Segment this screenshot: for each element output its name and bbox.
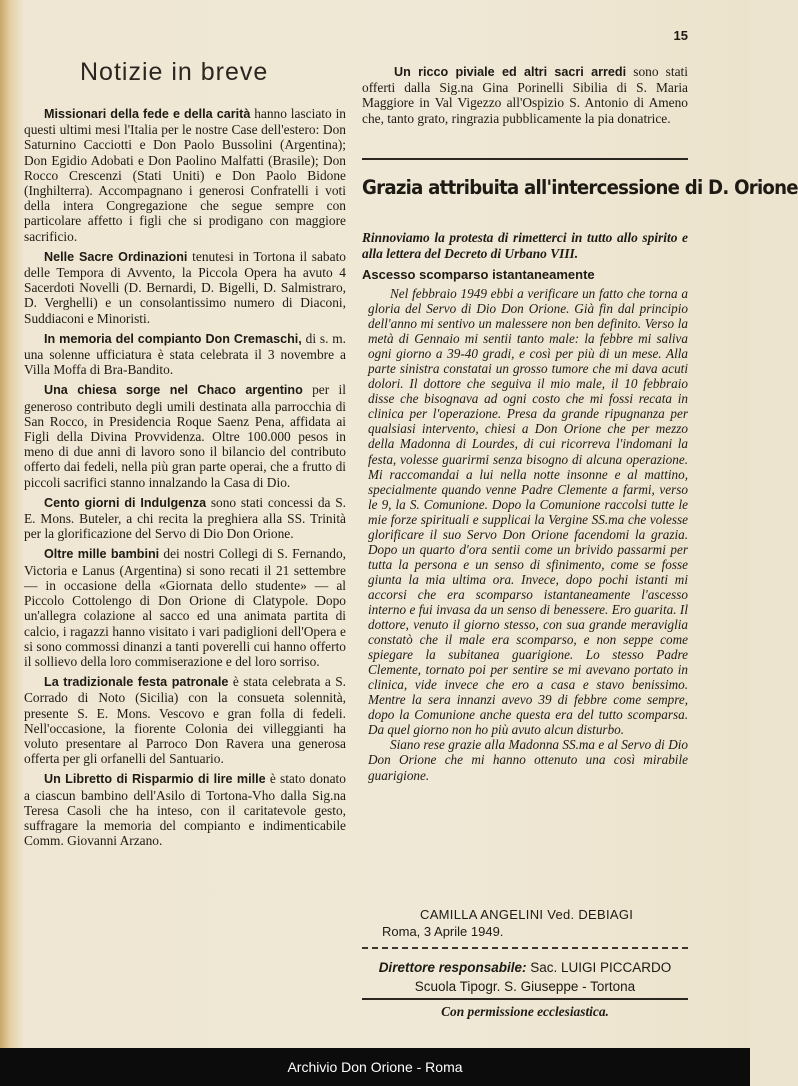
news-item-text: tenutesi in Tortona il sabato delle Tempora di Avvento, la Piccola Opera ha avuto 4 Sacerdoti Novelli (D. Bernardi, D. Bigelli, D. Salmistraro, D. Verghelli) e un consolantissimo numero di Diaconi, Suddiaconi e Minoristi. [24, 248, 346, 326]
news-item-lead: Missionari della fede e della carità [44, 107, 251, 121]
testimony-date: Roma, 3 Aprile 1949. [382, 924, 504, 939]
page-number: 15 [673, 28, 688, 43]
news-item [24, 546, 346, 669]
ecclesiastical-approval: Con permissione ecclesiastica. [441, 1004, 609, 1019]
donation-lead: Un ricco piviale ed altri sacri arredi [394, 65, 627, 79]
news-item-lead: Oltre mille bambini [44, 547, 160, 562]
testimony-subheading: Ascesso scomparso istantaneamente [362, 267, 595, 282]
divider [362, 998, 688, 1000]
news-item [24, 331, 346, 378]
donation-text: sono stati offerti dalla Sig.na Gina Porinelli Sibilia di S. Maria Maggiore in Val Vigezzo all'Ospizio S. Antonio di Ameno che, tanto grato, ringrazia pubblicamente la pia donatrice. [362, 64, 688, 126]
news-item [24, 106, 346, 244]
news-item-lead: Un Libretto di Risparmio di lire mille [44, 772, 266, 787]
news-item-text: per il generoso contributo degli umili destinata alla parrocchia di San Rocco, in Presidencia Roque Saenz Pena, affidata ai Figli della Divina Provvidenza. Oltre 100.000 pesos in meno di due anni di lavoro sono il bilancio del contributo offerto dai fedeli, nella più gran parte operai, che a frutto di piccoli sacrifici stanno innalzando la Casa di Dio. [24, 382, 346, 490]
news-item-lead: Cento giorni di Indulgenza [44, 495, 207, 510]
news-item-text: sono stati concessi da S. E. Mons. Buteler, a chi recita la preghiera alla SS. Trinità per la glorificazione del Servo di Dio Don Orione. [24, 494, 346, 542]
news-item-text: è stato donato a ciascun bambino dell'Asilo di Tortona-Vho dalla Sig.na Teresa Casoli che ha inteso, con il caritatevole gesto, suffragare la memoria del compianto e indimenticabile Comm. Giovanni Arzano. [24, 771, 346, 849]
donation-note [362, 64, 688, 126]
director-label: Direttore responsabile: [378, 960, 527, 975]
news-item-lead: Nelle Sacre Ordinazioni [44, 249, 188, 264]
news-item-text: dei nostri Collegi di S. Fernando, Victoria e Lanus (Argentina) si sono recati il 21 settembre — in occasione della «Giornata dello studente» — al Piccolo Cottolengo di Don Orione di Clatypole. Dopo un'allegra colazione al sacco ed una animata partita di calcio, i ragazzi hanno visitato i vari padiglioni dell'Opera e si sono commossi dinanzi a tanti poverelli cui hanno offerto il sollievo della loro commiserazione e del loro sorriso. [24, 546, 346, 669]
news-item-text: è stata celebrata a S. Corrado di Noto (Sicilia) con la consueta solennità, presente S. E. Mons. Vescovo e gran folla di fedeli. Nell'occasione, la fiorente Colonia dei villeggianti ha voluto presentare al Parroco Don Ravera una generosa offerta per gli orfanelli del Santuario. [24, 674, 346, 767]
news-briefs [24, 106, 346, 853]
news-item [24, 674, 346, 766]
director-name: Sac. LUIGI PICCARDO [530, 960, 672, 975]
news-item [24, 495, 346, 542]
colophon [362, 958, 688, 996]
testimony-signature: CAMILLA ANGELINI Ved. DEBIAGI [420, 907, 634, 922]
news-item-lead: La tradizionale festa patronale [44, 675, 229, 690]
dashed-divider [362, 947, 688, 949]
printer-line: Scuola Tipogr. S. Giuseppe - Tortona [414, 979, 636, 994]
testimony-body [368, 286, 688, 783]
news-item-lead: In memoria del compianto Don Cremaschi, [44, 331, 302, 346]
grace-article-title: Grazia attribuita all'intercessione di D. Orione [362, 176, 798, 199]
news-item-text: di s. m. una solenne ufficiatura è stata celebrata il 3 novembre a Villa Moffa di Bra-Bandito. [24, 330, 346, 378]
news-item [24, 382, 346, 489]
news-item [24, 249, 346, 326]
news-item [24, 771, 346, 848]
divider [362, 158, 688, 160]
testimony-paragraph: Nel febbraio 1949 ebbi a verificare un fatto che torna a gloria del Servo di Dio Don Orione. Già fin dal principio dell'anno mi sentivo un malessere non ben definito. Verso la metà di Gennaio mi sentii tanto male: la febbre mi saliva ogni giorno a 39-40 gradi, e così per più di un mese. Alla parte sinistra constatai un grosso tumore che mi dava acuti dolori. Il dottore che seguiva il mio male, il 10 febbraio disse che bisognava ad ogni costo che mi fossi recata in clinica per l'operazione. Presa da grande ripugnanza per qualsiasi intervento, chiesi a Don Orione che per mezzo della Madonna di Lourdes, di cui ricorreva l'indomani la festa, volesse guarirmi senza bisogno di alcuna operazione. Mi raccomandai a lui nella notte insonne e al mattino, specialmente quando venne Padre Clemente a farmi, verso le 9, la S. Comunione. Dopo la Comunione raccolsi tutte le mie forze spirituali e supplicai la Vergine SS.ma che volesse glorificare il suo Servo Don Orione facendomi la grazia. Dopo un quarto d'ora sentii come un brivido passarmi per tutta la persona e un senso di sfinimento, come se fosse giunta la mia ultima ora. Invece, dopo pochi istanti mi accorsi che era scomparso istantaneamente l'ascesso interno e fui invasa da un senso di benessere. Ero guarita. Il dottore, venuto il giorno stesso, con sua grande meraviglia constatò che il male era scomparso, e non seppe come spiegare la subitanea guarigione. Lo stesso Padre Clemente, tornato poi per sentire se mi avevano portato in clinica, vide invece che ero a casa e stavo benissimo. Mentre la sera innanzi avevo 39 di febbre come sempre, dopo la Comunione anche questa era del tutto scomparsa. Da quel giorno non ho più avuto alcun disturbo. [368, 286, 688, 738]
news-item-lead: Una chiesa sorge nel Chaco argentino [44, 383, 303, 398]
archive-footer: Archivio Don Orione - Roma [0, 1048, 750, 1086]
disclaimer-text: Rinnoviamo la protesta di rimetterci in tutto allo spirito e alla lettera del Decreto di Urbano VIII. [362, 230, 688, 261]
testimony-paragraph: Siano rese grazie alla Madonna SS.ma e al Servo di Dio Don Orione che mi hanno ottenuto una così mirabile guarigione. [368, 737, 688, 783]
section-title: Notizie in breve [80, 58, 269, 86]
news-item-text: hanno lasciato in questi ultimi mesi l'Italia per le nostre Case dell'estero: Don Saturnino Cacciotti e Don Paolo Bussolini (Argentina); Don Egidio Adobati e Don Paolino Malfatti (Brasile); Don Rocco Crescenzi (Stati Uniti) e Don Paolo Bidone (Inghilterra). Accompagnano i generosi Confratelli i voti della intera Congregazione che segue sempre con particolare affetto i figli che si prodigano con maggiore sacrificio. [24, 106, 346, 244]
